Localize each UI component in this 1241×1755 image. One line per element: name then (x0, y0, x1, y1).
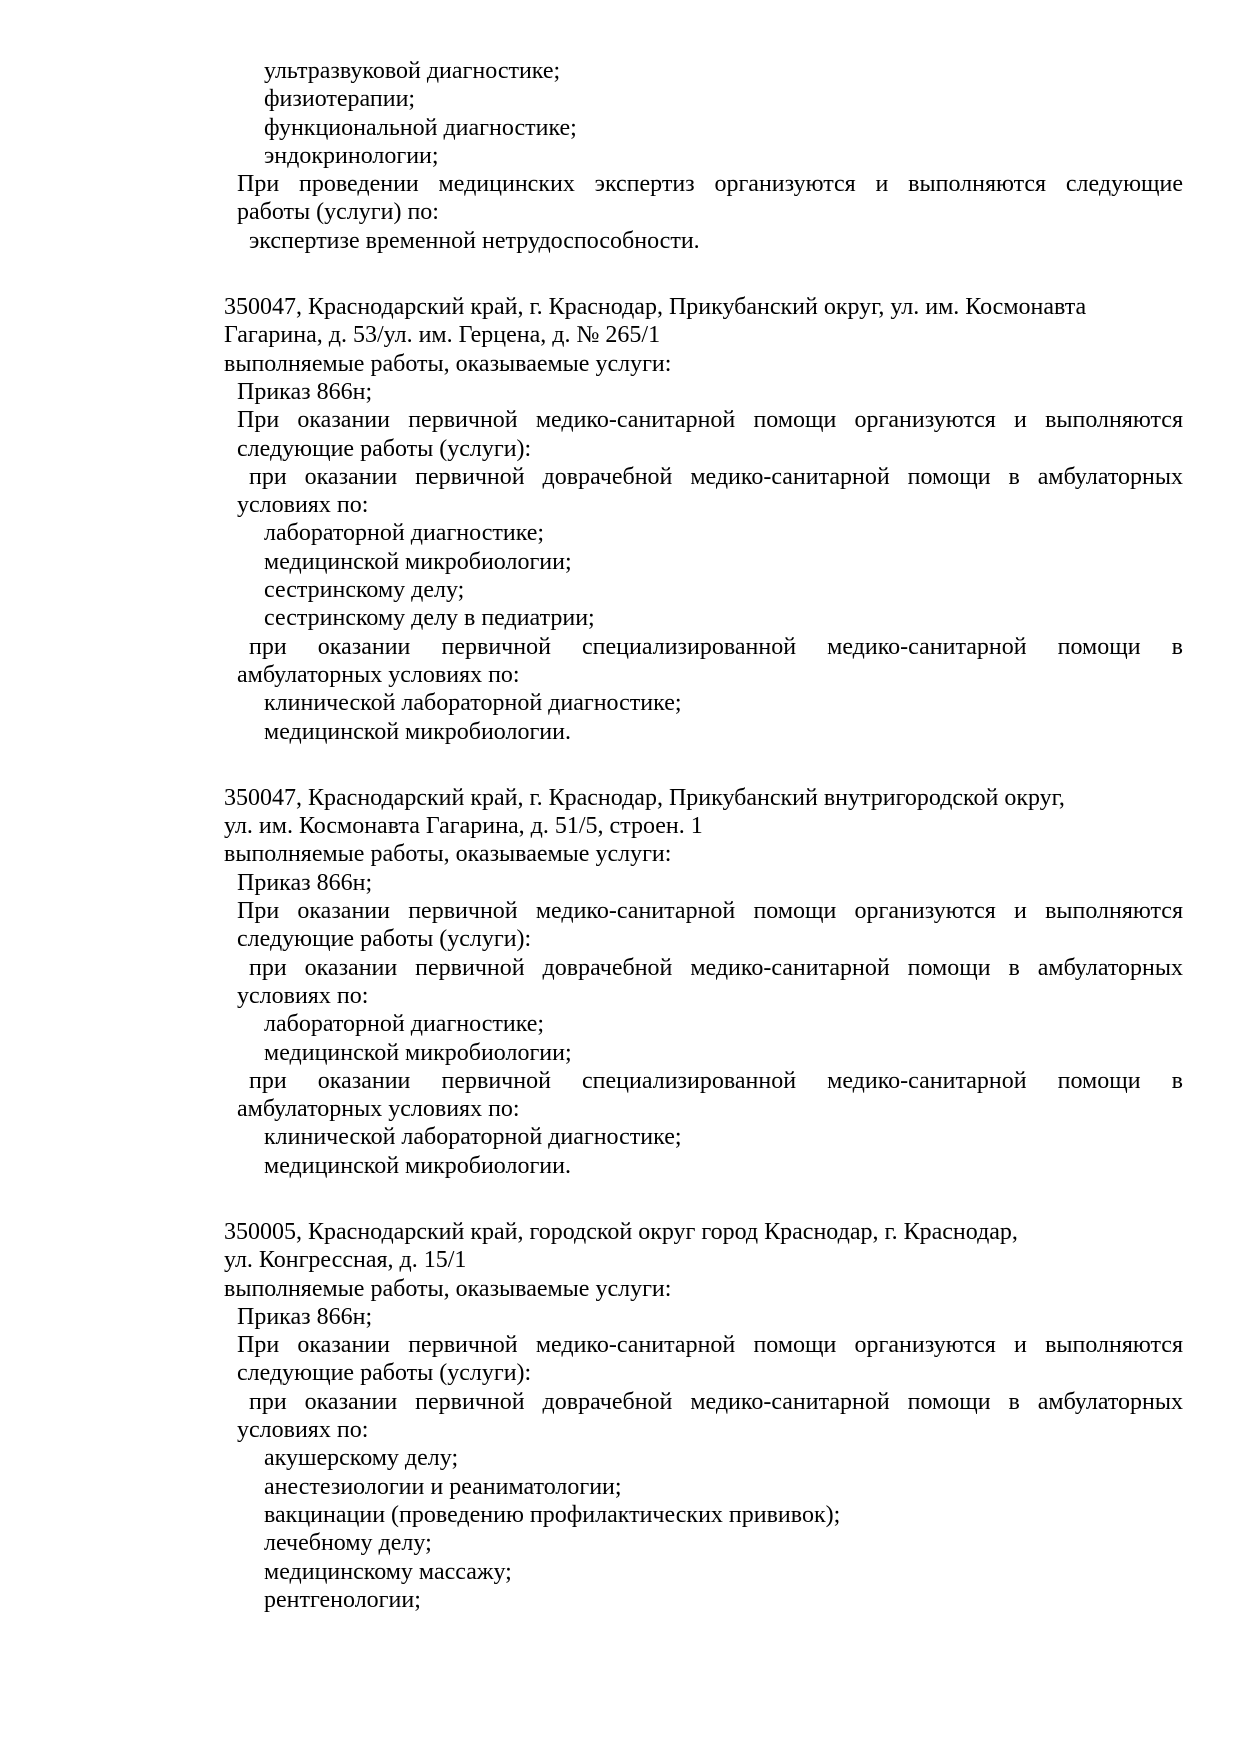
text-line: 350047, Краснодарский край, г. Краснодар, Прикубанский внутригородской округ, (224, 784, 1065, 811)
text-line: амбулаторных условиях по: (237, 661, 520, 688)
text-line: при оказании первичной доврачебной медико-санитарной помощи в амбулаторных (249, 954, 1183, 981)
text-line: при оказании первичной специализированной медико-санитарной помощи в (249, 633, 1183, 660)
text-line: при оказании первичной доврачебной медико-санитарной помощи в амбулаторных (249, 463, 1183, 490)
text-line: При оказании первичной медико-санитарной помощи организуются и выполняются (237, 898, 1183, 925)
text-line: условиях по: (237, 1417, 369, 1444)
text-line: лабораторной диагностике; (264, 520, 545, 547)
text-line: клинической лабораторной диагностике; (264, 1124, 682, 1151)
text-line: Приказ 866н; (237, 1303, 373, 1330)
text-line: сестринскому делу; (264, 577, 465, 604)
text-line: следующие работы (услуги): (237, 926, 532, 953)
text-line: 350005, Краснодарский край, городской округ город Краснодар, г. Краснодар, (224, 1218, 1018, 1245)
text-line: медицинской микробиологии; (264, 1039, 572, 1066)
text-line: функциональной диагностике; (264, 114, 577, 141)
address-350005-kongressnaya-15-1 (224, 1218, 1183, 1614)
text-line: анестезиологии и реаниматологии; (264, 1473, 622, 1500)
text-line: выполняемые работы, оказываемые услуги: (224, 350, 672, 377)
text-line: физиотерапии; (264, 86, 416, 113)
license-text-body (224, 57, 1183, 1614)
text-line: медицинской микробиологии; (264, 548, 572, 575)
text-line: при оказании первичной специализированной медико-санитарной помощи в (249, 1067, 1183, 1094)
text-line: рентгенологии; (264, 1586, 421, 1613)
text-line: При оказании первичной медико-санитарной помощи организуются и выполняются (237, 407, 1183, 434)
text-line: следующие работы (услуги): (237, 435, 532, 462)
address-350047-gagarina-51-5 (224, 784, 1183, 1180)
text-line: медицинской микробиологии. (264, 718, 571, 745)
text-line: условиях по: (237, 492, 369, 519)
text-line: условиях по: (237, 982, 369, 1009)
text-line: ультразвуковой диагностике; (264, 58, 561, 84)
text-line: выполняемые работы, оказываемые услуги: (224, 1275, 672, 1302)
address-350047-gagarina-53 (224, 293, 1183, 746)
text-line: лабораторной диагностике; (264, 1011, 545, 1038)
text-line: при оказании первичной доврачебной медико-санитарной помощи в амбулаторных (249, 1388, 1183, 1415)
text-line: ул. Конгрессная, д. 15/1 (224, 1247, 467, 1274)
text-line: сестринскому делу в педиатрии; (264, 605, 595, 632)
services-continuation (224, 57, 1183, 255)
text-line: акушерскому делу; (264, 1445, 459, 1472)
text-line: Приказ 866н; (237, 869, 373, 896)
text-line: работы (услуги) по: (237, 199, 439, 226)
text-line: эндокринологии; (264, 142, 439, 169)
text-line: амбулаторных условиях по: (237, 1096, 520, 1123)
text-line: медицинской микробиологии. (264, 1152, 571, 1179)
text-line: клинической лабораторной диагностике; (264, 690, 682, 717)
text-line: вакцинации (проведению профилактических прививок); (264, 1501, 841, 1528)
text-line: 350047, Краснодарский край, г. Краснодар, Прикубанский округ, ул. им. Космонавта (224, 294, 1087, 321)
text-line: следующие работы (услуги): (237, 1360, 532, 1387)
text-line: Гагарина, д. 53/ул. им. Герцена, д. № 265/1 (224, 322, 661, 349)
text-line: При проведении медицинских экспертиз организуются и выполняются следующие (237, 171, 1183, 198)
text-line: экспертизе временной нетрудоспособности. (249, 227, 700, 254)
text-line: лечебному делу; (264, 1530, 432, 1557)
text-line: выполняемые работы, оказываемые услуги: (224, 841, 672, 868)
text-line: Приказ 866н; (237, 378, 373, 405)
text-line: При оказании первичной медико-санитарной помощи организуются и выполняются (237, 1332, 1183, 1359)
text-line: медицинскому массажу; (264, 1558, 512, 1585)
text-line: ул. им. Космонавта Гагарина, д. 51/5, строен. 1 (224, 813, 703, 840)
